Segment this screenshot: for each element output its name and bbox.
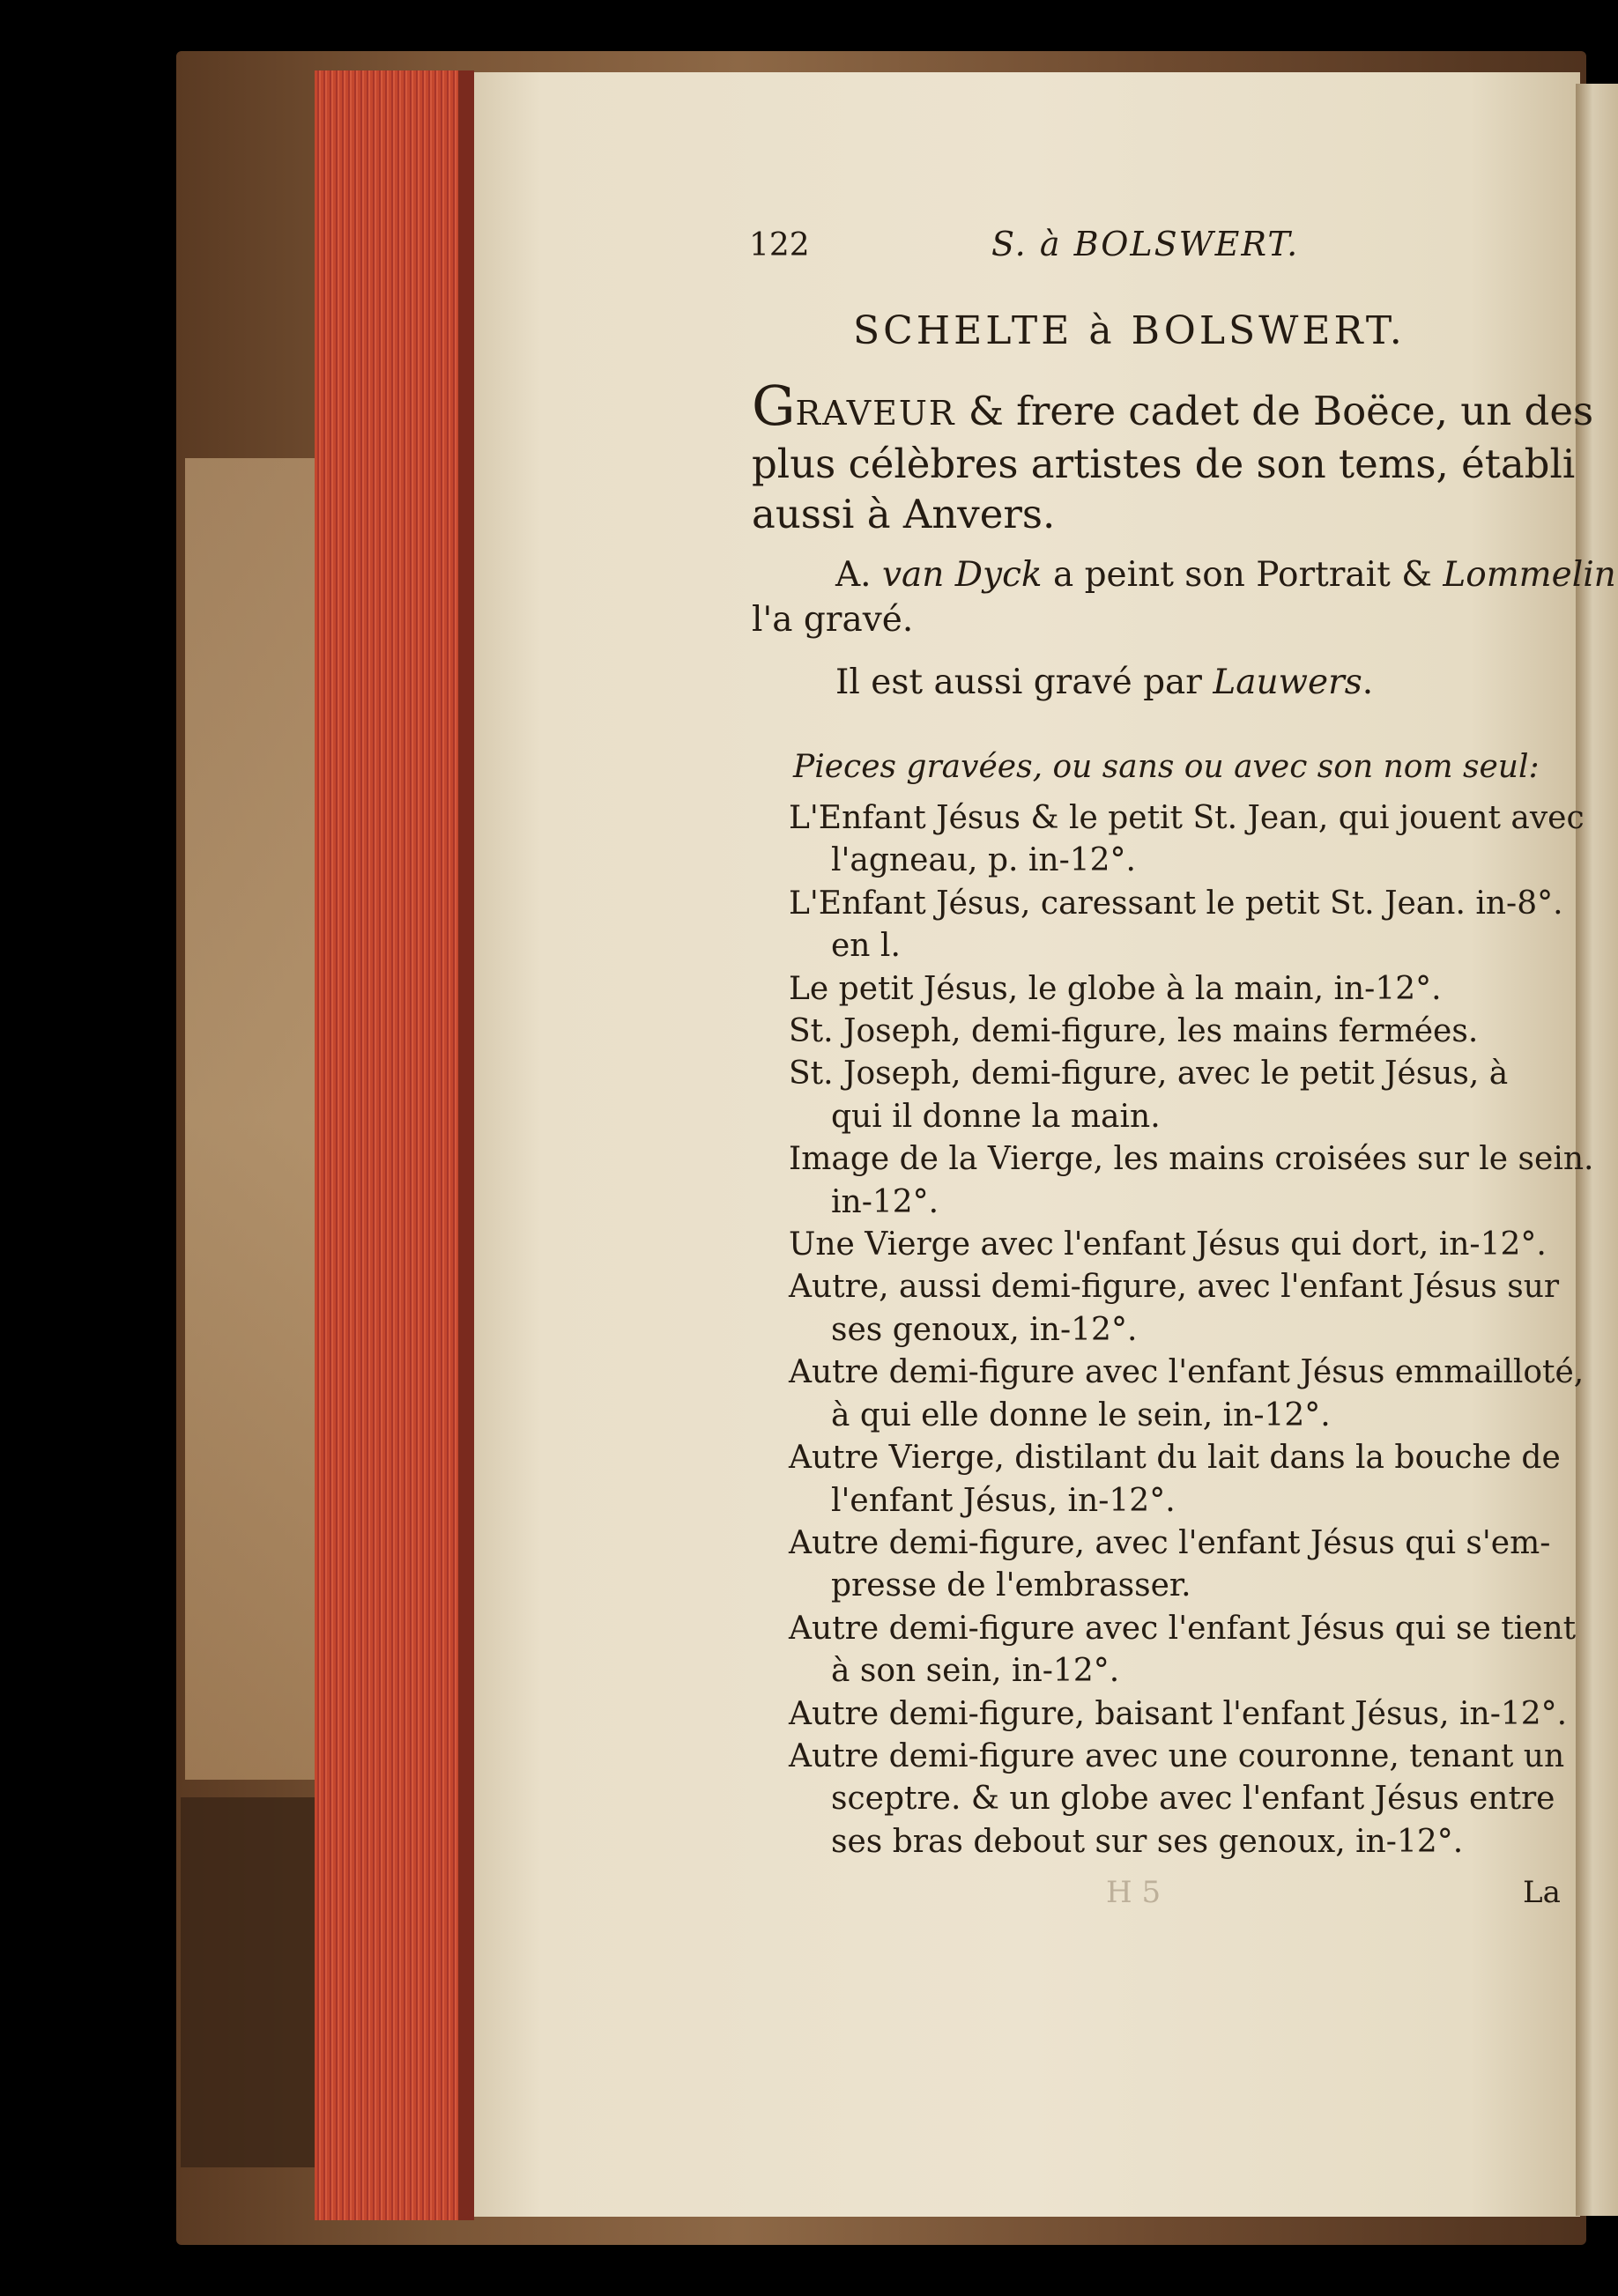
list-item: [789, 1736, 1565, 1863]
list-item-continuation: sceptre. & un globe avec l'enfant Jésus entre: [831, 1781, 1555, 1818]
list-item-text: Une Vierge avec l'enfant Jésus qui dort, in-12°.: [789, 1226, 1547, 1263]
page-number: 122: [749, 227, 810, 263]
list-item-text: St. Joseph, demi-figure, avec le petit Jésus, à: [789, 1055, 1509, 1092]
section-heading: Pieces gravées, ou sans ou avec son nom seul:: [793, 749, 1540, 785]
list-item-text: Autre demi-figure, avec l'enfant Jésus qui s'em-: [789, 1524, 1551, 1561]
list-item-text: Image de la Vierge, les mains croisées sur le sein.: [789, 1141, 1594, 1178]
portrait-engraver: Lommelin: [1443, 555, 1616, 595]
list-item-text: Autre Vierge, distilant du lait dans la bouche de: [789, 1440, 1561, 1477]
list-item-continuation: l'enfant Jésus, in-12°.: [831, 1482, 1176, 1519]
running-head: S. à BOLSWERT.: [991, 225, 1300, 263]
portrait-note-line-2: l'a gravé.: [752, 600, 914, 640]
list-item-continuation: à qui elle donne le sein, in-12°.: [831, 1396, 1331, 1433]
intro-line-1-rest: & frere cadet de Boëce, un des: [955, 388, 1594, 434]
list-item-continuation: in-12°.: [831, 1183, 939, 1220]
list-item-text: L'Enfant Jésus, caressant le petit St. Jean. in-8°.: [789, 885, 1563, 922]
list-item: [789, 1522, 1551, 1608]
intro-line-2: plus célèbres artistes de son tems, établi: [752, 441, 1576, 487]
list-item: [789, 1352, 1585, 1437]
portrait-note-line-1: [752, 555, 1616, 595]
list-item-text: Autre demi-figure avec l'enfant Jésus qui se tient: [789, 1610, 1577, 1647]
list-item-text: Autre demi-figure, baisant l'enfant Jésus, in-12°.: [789, 1695, 1568, 1732]
list-item: [789, 883, 1563, 968]
list-item-text: Le petit Jésus, le globe à la main, in-12°.: [789, 970, 1442, 1007]
list-item: [789, 1266, 1560, 1352]
list-item: [789, 1608, 1577, 1693]
list-item-continuation: ses genoux, in-12°.: [831, 1311, 1138, 1348]
list-item: [789, 1138, 1594, 1224]
list-item-continuation: l'agneau, p. in-12°.: [831, 842, 1136, 879]
list-item: [789, 1224, 1548, 1266]
also-engraved-name: Lauwers: [1213, 663, 1362, 702]
portrait-artist: van Dyck: [881, 555, 1043, 595]
signature-mark: H 5: [1106, 1875, 1162, 1910]
smallcaps-word: RAVEUR: [795, 394, 956, 433]
list-item-continuation: presse de l'embrasser.: [831, 1567, 1191, 1604]
also-engraved-suffix: .: [1362, 663, 1374, 702]
list-item-continuation: à son sein, in-12°.: [831, 1653, 1120, 1690]
works-list: [789, 797, 1594, 1863]
list-item-continuation: en l.: [831, 928, 901, 965]
portrait-middle: a peint son Portrait &: [1042, 555, 1444, 595]
list-item-continuation: qui il donne la main.: [831, 1098, 1161, 1135]
intro-paragraph: [752, 374, 1594, 539]
list-item-continuation: ses bras debout sur ses genoux, in-12°.: [831, 1823, 1464, 1860]
list-item-text: Autre demi-figure avec une couronne, tenant un: [789, 1737, 1565, 1774]
catchword: La: [1523, 1875, 1561, 1910]
list-item: [789, 797, 1585, 883]
portrait-note: [752, 555, 1616, 640]
intro-line-1: [752, 374, 1594, 439]
list-item-text: St. Joseph, demi-figure, les mains fermées.: [789, 1013, 1479, 1050]
entry-title: SCHELTE à BOLSWERT.: [853, 308, 1406, 353]
portrait-prefix: A.: [835, 555, 882, 595]
drop-cap: G: [752, 374, 796, 438]
list-item: [789, 1053, 1548, 1138]
list-item-text: Autre, aussi demi-figure, avec l'enfant Jésus sur: [789, 1269, 1560, 1306]
list-item: [789, 968, 1548, 1011]
list-item: [789, 1011, 1548, 1053]
list-item: [789, 1693, 1568, 1736]
list-item: [789, 1437, 1561, 1522]
list-item-text: L'Enfant Jésus & le petit St. Jean, qui jouent avec: [789, 800, 1585, 836]
also-engraved-prefix: Il est aussi gravé par: [835, 663, 1214, 702]
also-engraved: [752, 663, 1549, 702]
list-item-text: Autre demi-figure avec l'enfant Jésus emmailloté,: [789, 1354, 1585, 1391]
intro-line-3: aussi à Anvers.: [752, 491, 1056, 537]
